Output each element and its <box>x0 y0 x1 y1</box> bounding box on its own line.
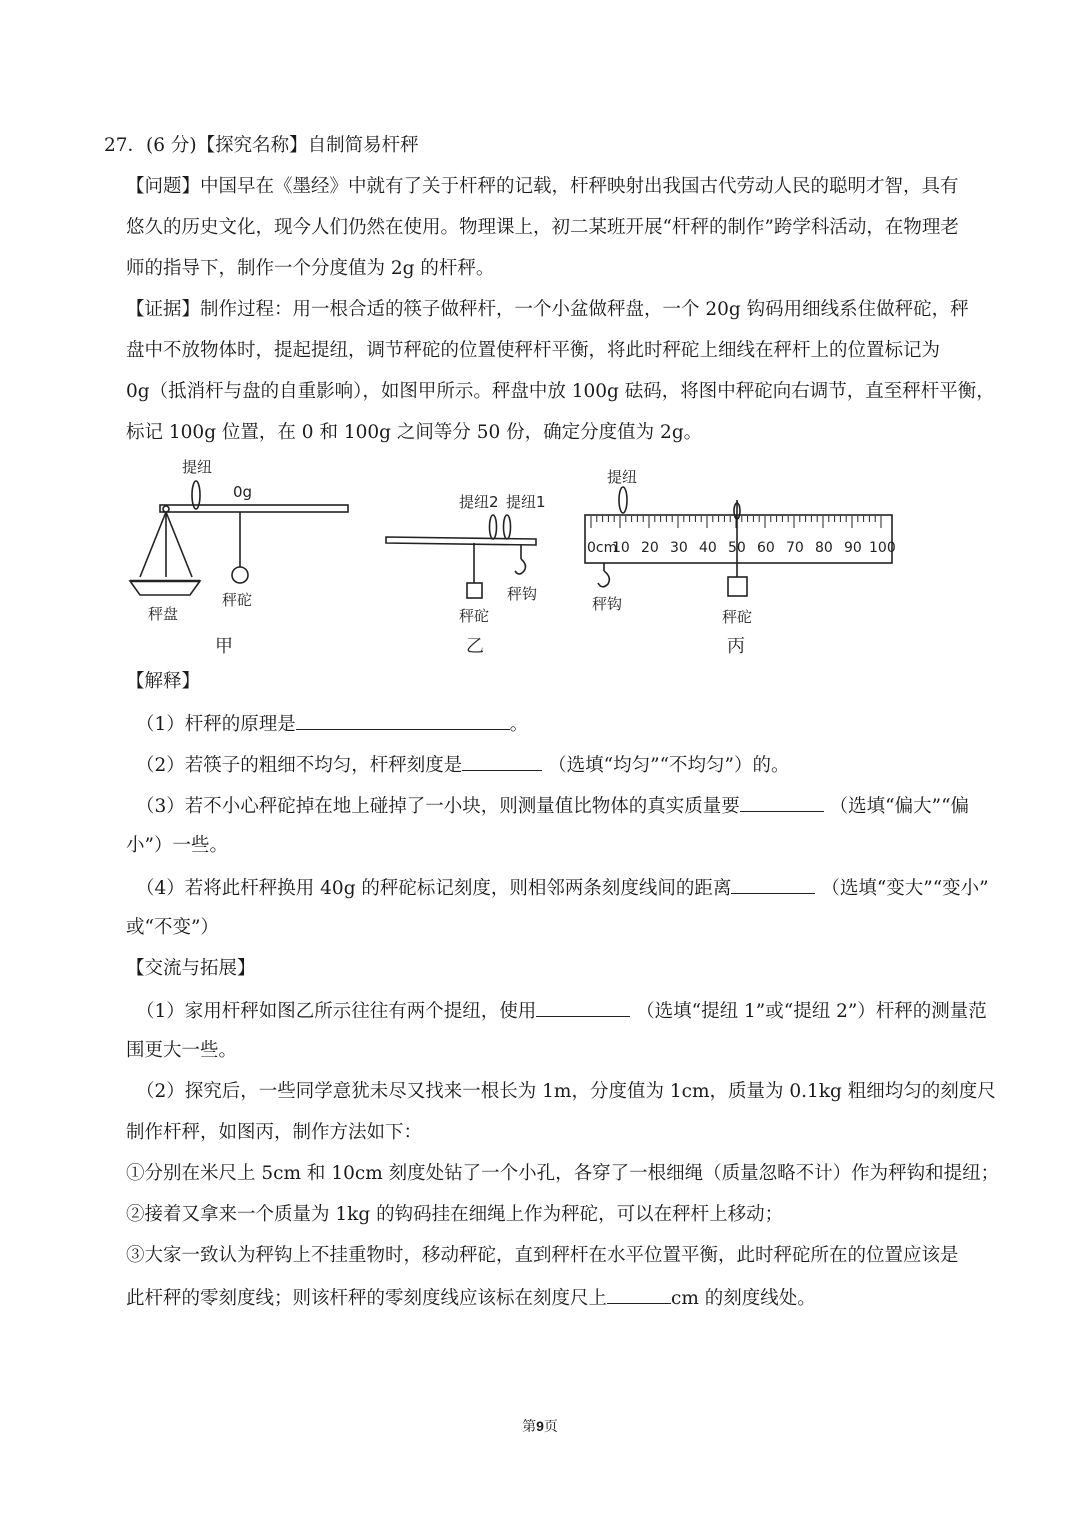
extension-e1 <box>136 998 987 1024</box>
extension-step-1: ①分别在米尺上 5cm 和 10cm 刻度处钻了一个小孔，各穿了一根细绳（质量忽略不计）作为秤钩和提纽； <box>126 1163 1000 1184</box>
footer-suffix: 页 <box>543 1419 558 1435</box>
e1-text: （1）家用杆秤如图乙所示往往有两个提纽，使用 <box>136 1001 537 1022</box>
q3-answer-blank[interactable] <box>740 793 824 812</box>
bing-handle-loop <box>619 487 627 513</box>
yi-hook-label: 秤钩 <box>507 585 538 603</box>
bing-handle-label: 提纽 <box>607 468 638 486</box>
yi-weight-label: 秤砣 <box>459 607 490 625</box>
q4-text: （4）若将此杆秤换用 40g 的秤砣标记刻度，则相邻两条刻度线间的距离 <box>136 878 732 899</box>
footer-prefix: 第 <box>522 1419 537 1435</box>
ruler-tick-label: 80 <box>815 540 833 556</box>
q4-answer-blank[interactable] <box>731 875 815 894</box>
yi-caption: 乙 <box>466 636 484 657</box>
explanation-q3 <box>136 793 969 819</box>
evidence-text-2: 盘中不放物体时，提起提纽，调节秤砣的位置使秤杆平衡，将此时秤砣上细线在秤杆上的位置标记为 <box>126 340 941 361</box>
q2-options: （选填“均匀”“不均匀”）的。 <box>548 755 790 776</box>
ruler-tick-label: 20 <box>641 540 659 556</box>
jia-pan-label: 秤盘 <box>148 605 179 623</box>
explanation-q2 <box>136 752 790 778</box>
yi-beam <box>386 537 536 545</box>
q2-text: （2）若筷子的粗细不均匀，杆秤刻度是 <box>136 755 463 776</box>
step3-answer-blank[interactable] <box>607 1285 671 1304</box>
q1-text: （1）杆秤的原理是 <box>136 714 296 735</box>
figure-jia <box>130 458 348 657</box>
extension-step-2: ②接着又拿来一个质量为 1kg 的钩码挂在细绳上作为秤砣，可以在秤杆上移动； <box>126 1204 784 1225</box>
q3-text: （3）若不小心秤砣掉在地上碰掉了一小块，则测量值比物体的真实质量要 <box>136 796 740 817</box>
ruler-tick-label: 50 <box>728 540 746 556</box>
q2-answer-blank[interactable] <box>462 752 542 771</box>
bing-hook-label: 秤钩 <box>592 595 623 613</box>
extension-e2: （2）探究后，一些同学意犹未尽又找来一根长为 1m，分度值为 1cm，质量为 0.1kg 粗细均匀的刻度尺 <box>136 1081 996 1102</box>
bing-caption: 丙 <box>727 636 745 657</box>
q1-answer-blank[interactable] <box>296 711 510 730</box>
figure-yi <box>386 493 546 657</box>
problem-text-2: 悠久的历史文化，现今人们仍然在使用。物理课上，初二某班开展“杆秤的制作”跨学科活动，在物理老 <box>126 217 959 238</box>
e1-options: （选填“提纽 1”或“提纽 2”）杆秤的测量范 <box>636 1001 987 1022</box>
ruler-tick-label: 0cm <box>587 540 618 556</box>
bing-weight <box>728 577 747 596</box>
q1-end: 。 <box>509 714 529 735</box>
explanation-q4-cont: 或“不变”） <box>126 917 219 938</box>
extension-step-3-cont <box>126 1285 816 1311</box>
extension-heading: 【交流与拓展】 <box>126 958 256 979</box>
figure-bing <box>585 468 896 657</box>
problem-text-3: 师的指导下，制作一个分度值为 2g 的杆秤。 <box>126 258 495 279</box>
explanation-heading: 【解释】 <box>126 671 201 692</box>
jia-beam <box>160 505 348 512</box>
q3-options: （选填“偏大”“偏 <box>829 796 970 817</box>
step3-text: 此杆秤的零刻度线；则该杆秤的零刻度线应该标在刻度尺上 <box>126 1288 608 1309</box>
yi-handle1-loop <box>504 515 511 539</box>
q4-options: （选填“变大”“变小” <box>821 878 989 899</box>
question-title: 27．(6 分)【探究名称】自制简易杆秤 <box>104 135 419 156</box>
steelyard-figure <box>126 455 906 665</box>
explanation-q4 <box>136 875 989 901</box>
jia-handle-label: 提纽 <box>182 458 213 476</box>
yi-handle2-label: 提纽2 <box>459 493 499 511</box>
extension-e1-cont: 围更大一些。 <box>126 1040 238 1061</box>
step3-end: cm 的刻度线处。 <box>671 1288 816 1309</box>
ruler-tick-label: 10 <box>612 540 630 556</box>
ruler-tick-label: 30 <box>670 540 688 556</box>
ruler-tick-label: 40 <box>699 540 717 556</box>
jia-weight <box>232 567 248 583</box>
ruler-tick-label: 100 <box>869 540 896 556</box>
evidence-text-4: 标记 100g 位置，在 0 和 100g 之间等分 50 份，确定分度值为 2g。 <box>126 422 703 443</box>
jia-weight-label: 秤砣 <box>222 591 253 609</box>
yi-handle1-label: 提纽1 <box>506 493 546 511</box>
extension-e2-cont: 制作杆秤，如图丙，制作方法如下： <box>126 1122 423 1143</box>
jia-zero-label: 0g <box>233 483 253 501</box>
explanation-q3-cont: 小”）一些。 <box>126 835 228 856</box>
evidence-text-3: 0g（抵消杆与盘的自重影响），如图甲所示。秤盘中放 100g 砝码，将图中秤砣向右调节，直至秤杆平衡， <box>126 381 995 402</box>
page-number: 9 <box>536 1418 544 1434</box>
bing-weight-label: 秤砣 <box>722 608 753 626</box>
ruler-tick-label: 90 <box>844 540 862 556</box>
yi-weight <box>467 583 482 598</box>
explanation-q1 <box>136 711 528 737</box>
extension-step-3: ③大家一致认为秤钩上不挂重物时，移动秤砣，直到秤杆在水平位置平衡，此时秤砣所在的位置应该是 <box>126 1245 959 1266</box>
jia-caption: 甲 <box>215 636 233 657</box>
yi-handle2-loop <box>490 515 497 539</box>
ruler-tick-label: 60 <box>757 540 775 556</box>
ruler-tick-labels <box>587 540 896 556</box>
ruler-tick-label: 70 <box>786 540 804 556</box>
evidence-text-1: 【证据】制作过程：用一根合适的筷子做秤杆，一个小盆做秤盘，一个 20g 钩码用细线系住做秤砣，秤 <box>126 299 969 320</box>
bing-hook <box>598 571 609 587</box>
jia-pan <box>130 581 200 595</box>
problem-text-1: 【问题】中国早在《墨经》中就有了关于杆秤的记载，杆秤映射出我国古代劳动人民的聪明才智，具有 <box>126 176 959 197</box>
e1-answer-blank[interactable] <box>536 998 630 1017</box>
page-footer <box>0 1416 1080 1436</box>
yi-hook <box>515 559 525 574</box>
